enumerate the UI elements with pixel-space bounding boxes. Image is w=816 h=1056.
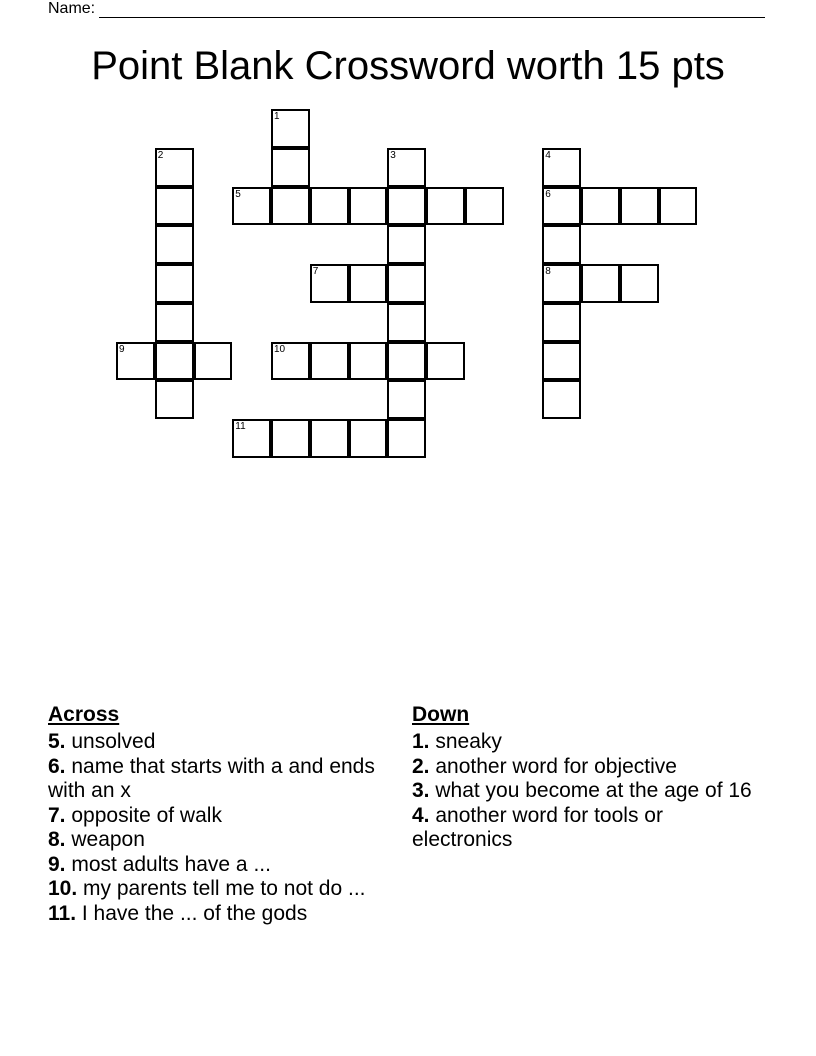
crossword-cell[interactable]: [387, 225, 426, 264]
crossword-cell[interactable]: [542, 225, 581, 264]
clue-text: unsolved: [65, 730, 156, 753]
crossword-cell[interactable]: [155, 380, 194, 419]
clue-down: [412, 755, 752, 780]
clue-num: 8.: [48, 828, 66, 851]
crossword-cell[interactable]: [349, 264, 388, 303]
crossword-cell[interactable]: [542, 303, 581, 342]
clue-down: [412, 779, 752, 804]
clue-num: 4.: [412, 803, 430, 827]
clue-text: my parents tell me to not do ...: [77, 877, 366, 900]
clue-number: 4: [545, 149, 551, 161]
crossword-cell[interactable]: [310, 419, 349, 458]
crossword-cell[interactable]: [387, 264, 426, 303]
clue-num: 3.: [412, 779, 430, 802]
clue-number: 5: [235, 188, 241, 200]
clue-number: 8: [545, 266, 551, 277]
clue-text: most adults have a ...: [65, 852, 271, 876]
clue-down: [412, 730, 752, 755]
clue-text: I have the ... of the gods: [76, 901, 308, 925]
crossword-cell[interactable]: [426, 342, 465, 381]
crossword-cell[interactable]: [155, 342, 194, 381]
crossword-grid: [0, 0, 816, 480]
crossword-cell[interactable]: [155, 187, 194, 226]
clue-number: 7: [312, 266, 319, 277]
clue-number: 11: [235, 421, 246, 432]
clue-across: [48, 853, 378, 878]
crossword-cell[interactable]: [387, 148, 426, 187]
across-clues: [48, 702, 378, 926]
clue-num: 10.: [48, 877, 78, 900]
clue-across: [48, 877, 378, 902]
crossword-cell[interactable]: [581, 187, 620, 226]
down-clue-list: [412, 730, 752, 853]
clue-number: 1: [274, 111, 280, 122]
clue-text: what you become at the age of 16: [429, 779, 752, 802]
clue-across: [48, 804, 378, 829]
clue-number: 6: [545, 188, 551, 200]
clue-text: name that starts with a and ends with an x: [48, 754, 375, 802]
clue-num: 11.: [48, 901, 77, 925]
crossword-cell[interactable]: [155, 148, 194, 187]
crossword-cell[interactable]: [426, 187, 465, 226]
crossword-cell[interactable]: [387, 342, 426, 381]
clue-num: 5.: [48, 730, 66, 753]
across-heading: Across: [48, 703, 120, 726]
crossword-cell[interactable]: [659, 187, 698, 226]
crossword-cell[interactable]: [232, 187, 271, 226]
clue-across: [48, 828, 378, 853]
crossword-cell[interactable]: [271, 109, 310, 148]
clue-num: 7.: [48, 803, 66, 827]
crossword-cell[interactable]: [155, 225, 194, 264]
crossword-cell[interactable]: [349, 419, 388, 458]
clue-number: 10: [274, 343, 286, 355]
clue-text: another word for objective: [429, 754, 677, 778]
clue-num: 9.: [48, 852, 66, 876]
crossword-cell[interactable]: [387, 419, 426, 458]
crossword-cell[interactable]: [155, 303, 194, 342]
clue-num: 1.: [412, 730, 430, 753]
down-clues: [412, 702, 752, 853]
clue-text: another word for tools or electronics: [412, 803, 663, 851]
crossword-cell[interactable]: [349, 187, 388, 226]
clue-text: opposite of walk: [65, 803, 222, 827]
clue-text: weapon: [65, 828, 145, 851]
clue-across: [48, 730, 378, 755]
clue-number: 2: [157, 149, 164, 161]
crossword-cell[interactable]: [310, 187, 349, 226]
crossword-cell[interactable]: [581, 264, 620, 303]
crossword-cell[interactable]: [271, 148, 310, 187]
crossword-cell[interactable]: [387, 187, 426, 226]
crossword-cell[interactable]: [194, 342, 233, 381]
clue-number: 9: [119, 343, 125, 355]
across-clue-list: [48, 730, 378, 926]
crossword-cell[interactable]: [232, 419, 271, 458]
clue-num: 2.: [412, 754, 430, 778]
crossword-cell[interactable]: [271, 342, 310, 381]
down-heading: Down: [412, 703, 470, 726]
crossword-cell[interactable]: [310, 342, 349, 381]
clue-num: 6.: [48, 754, 66, 778]
clue-text: sneaky: [429, 730, 502, 753]
crossword-cell[interactable]: [542, 380, 581, 419]
crossword-cell[interactable]: [310, 264, 349, 303]
crossword-cell[interactable]: [116, 342, 155, 381]
crossword-cell[interactable]: [349, 342, 388, 381]
clue-across: [48, 902, 378, 927]
crossword-cell[interactable]: [542, 264, 581, 303]
crossword-cell[interactable]: [271, 187, 310, 226]
crossword-cell[interactable]: [542, 148, 581, 187]
crossword-cell[interactable]: [620, 264, 659, 303]
clue-number: 3: [390, 149, 396, 161]
crossword-cell[interactable]: [542, 187, 581, 226]
name-label: Name:: [48, 0, 96, 17]
crossword-cell[interactable]: [620, 187, 659, 226]
crossword-cell[interactable]: [542, 342, 581, 381]
crossword-cell[interactable]: [387, 303, 426, 342]
crossword-cell[interactable]: [155, 264, 194, 303]
crossword-cell[interactable]: [387, 380, 426, 419]
page-title: Point Blank Crossword worth 15 pts: [91, 44, 725, 88]
crossword-cell[interactable]: [271, 419, 310, 458]
crossword-cell[interactable]: [465, 187, 504, 226]
clue-across: [48, 755, 378, 804]
clue-down: [412, 804, 752, 853]
